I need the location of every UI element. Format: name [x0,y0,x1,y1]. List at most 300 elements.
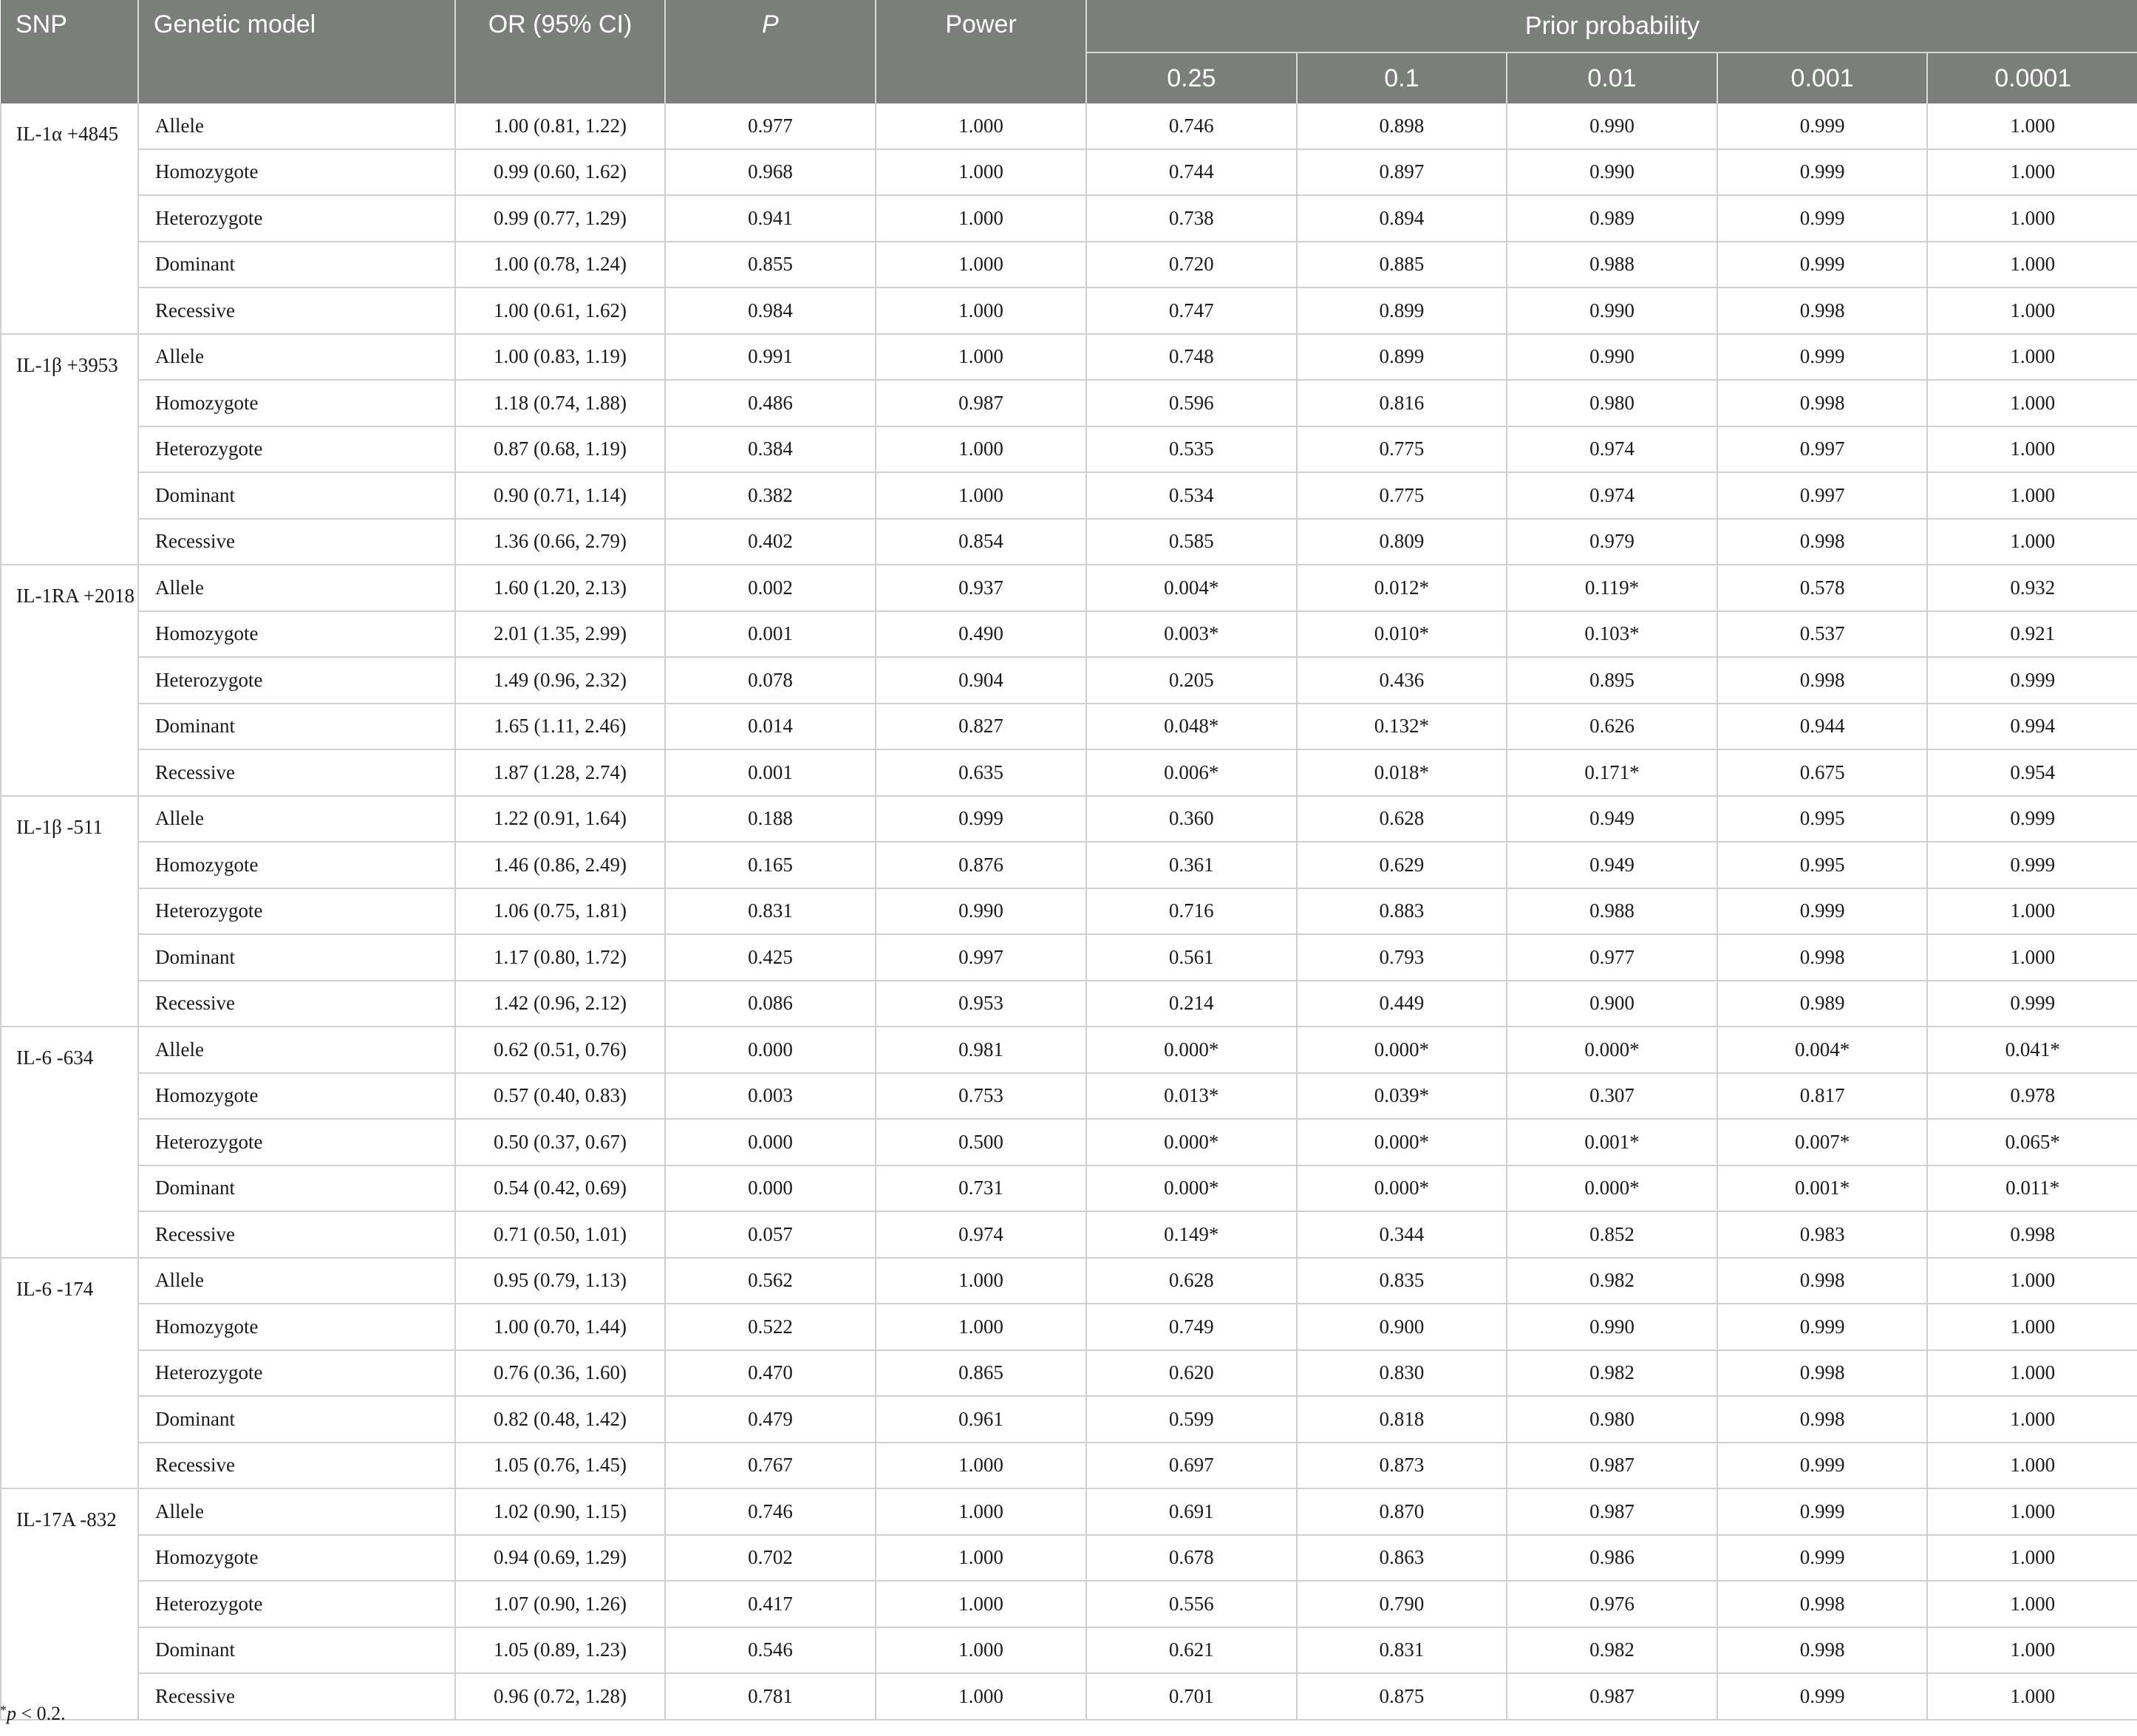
prior-probability-cell: 0.048* [1086,704,1297,750]
prior-probability-cell: 0.989 [1507,195,1717,242]
table-row [1,195,2137,242]
prior-probability-cell: 0.998 [1717,380,1928,426]
footnote [0,1703,66,1725]
prior-probability-cell: 1.000 [1927,1488,2137,1535]
prior-probability-cell: 0.998 [1717,519,1928,565]
power-cell: 0.753 [876,1073,1086,1120]
prior-probability-cell: 0.998 [1717,934,1928,981]
or-ci-cell: 0.71 (0.50, 1.01) [455,1211,665,1258]
prior-probability-cell: 0.998 [1717,1627,1928,1674]
prior-probability-cell: 0.007* [1717,1119,1928,1165]
p-value-cell: 0.384 [665,426,876,473]
prior-probability-cell: 0.875 [1297,1673,1507,1720]
prior-probability-cell: 0.001* [1717,1165,1928,1212]
header-genetic-model: Genetic model [138,0,455,103]
prior-probability-cell: 0.974 [1507,472,1717,519]
prior-probability-cell: 1.000 [1927,519,2137,565]
prior-probability-cell: 0.999 [1717,888,1928,935]
prior-probability-cell: 0.999 [1717,334,1928,381]
prior-probability-cell: 1.000 [1927,149,2137,196]
table-header [1,0,2137,103]
or-ci-cell: 0.82 (0.48, 1.42) [455,1396,665,1443]
or-ci-cell: 1.07 (0.90, 1.26) [455,1581,665,1627]
snp-cell: IL-1β -511 [1,796,138,1027]
genetic-model-cell: Homozygote [138,380,455,426]
prior-probability-cell: 0.954 [1927,749,2137,796]
prior-probability-cell: 0.944 [1717,704,1928,750]
prior-probability-cell: 0.793 [1297,934,1507,981]
table-row [1,287,2137,334]
prior-probability-cell: 0.775 [1297,426,1507,473]
prior-probability-cell: 0.899 [1297,334,1507,381]
prior-probability-cell: 0.979 [1507,519,1717,565]
prior-probability-cell: 0.989 [1717,981,1928,1027]
genetic-model-cell: Recessive [138,287,455,334]
header-prior-1: 0.1 [1297,52,1507,103]
prior-probability-cell: 0.863 [1297,1535,1507,1582]
power-cell: 0.500 [876,1119,1086,1165]
power-cell: 1.000 [876,195,1086,242]
genetic-model-cell: Recessive [138,981,455,1027]
prior-probability-cell: 0.621 [1086,1627,1297,1674]
prior-probability-cell: 0.999 [1717,1488,1928,1535]
power-cell: 1.000 [876,1258,1086,1304]
snp-cell: IL-1α +4845 [1,103,138,334]
prior-probability-cell: 0.039* [1297,1073,1507,1120]
prior-probability-cell: 0.012* [1297,565,1507,611]
p-value-cell: 0.417 [665,1581,876,1627]
header-p-value: P [665,0,876,103]
genetic-model-cell: Allele [138,334,455,381]
prior-probability-cell: 0.990 [1507,103,1717,149]
p-value-cell: 0.382 [665,472,876,519]
or-ci-cell: 1.17 (0.80, 1.72) [455,934,665,981]
power-cell: 0.827 [876,704,1086,750]
p-value-cell: 0.984 [665,287,876,334]
genetic-model-cell: Allele [138,1488,455,1535]
genetic-model-cell: Homozygote [138,1535,455,1582]
genetic-model-cell: Recessive [138,1673,455,1720]
prior-probability-cell: 0.999 [1717,1535,1928,1582]
prior-probability-cell: 1.000 [1927,195,2137,242]
prior-probability-cell: 0.982 [1507,1627,1717,1674]
table-row [1,1211,2137,1258]
prior-probability-cell: 0.990 [1507,287,1717,334]
genetic-model-cell: Dominant [138,704,455,750]
or-ci-cell: 0.96 (0.72, 1.28) [455,1673,665,1720]
power-cell: 0.490 [876,611,1086,658]
prior-probability-cell: 0.697 [1086,1443,1297,1489]
header-prior-0: 0.25 [1086,52,1297,103]
power-cell: 0.635 [876,749,1086,796]
p-value-cell: 0.522 [665,1304,876,1350]
power-cell: 1.000 [876,334,1086,381]
prior-probability-cell: 0.678 [1086,1535,1297,1582]
prior-probability-cell: 1.000 [1927,426,2137,473]
prior-probability-cell: 0.999 [1717,242,1928,288]
prior-probability-cell: 0.999 [1927,842,2137,888]
prior-probability-cell: 0.932 [1927,565,2137,611]
p-value-cell: 0.991 [665,334,876,381]
prior-probability-cell: 0.000* [1086,1119,1297,1165]
table-row [1,334,2137,381]
prior-probability-cell: 1.000 [1927,1258,2137,1304]
prior-probability-cell: 0.982 [1507,1258,1717,1304]
prior-probability-cell: 0.830 [1297,1350,1507,1397]
power-cell: 0.876 [876,842,1086,888]
table-row [1,1535,2137,1582]
table-row [1,1165,2137,1212]
prior-probability-cell: 0.974 [1507,426,1717,473]
prior-probability-cell: 0.738 [1086,195,1297,242]
prior-probability-cell: 0.988 [1507,242,1717,288]
prior-probability-cell: 1.000 [1927,287,2137,334]
prior-probability-cell: 0.998 [1927,1211,2137,1258]
or-ci-cell: 1.22 (0.91, 1.64) [455,796,665,843]
prior-probability-cell: 0.977 [1507,934,1717,981]
prior-probability-cell: 0.982 [1507,1350,1717,1397]
prior-probability-cell: 0.214 [1086,981,1297,1027]
table-row [1,380,2137,426]
prior-probability-cell: 0.990 [1507,334,1717,381]
prior-probability-cell: 0.998 [1717,1396,1928,1443]
or-ci-cell: 1.00 (0.61, 1.62) [455,287,665,334]
power-cell: 0.904 [876,657,1086,704]
genetic-model-cell: Heterozygote [138,888,455,935]
prior-probability-cell: 0.749 [1086,1304,1297,1350]
prior-probability-cell: 0.748 [1086,334,1297,381]
table-row [1,1673,2137,1720]
prior-probability-cell: 0.626 [1507,704,1717,750]
or-ci-cell: 0.50 (0.37, 0.67) [455,1119,665,1165]
prior-probability-cell: 0.436 [1297,657,1507,704]
prior-probability-cell: 0.983 [1717,1211,1928,1258]
or-ci-cell: 0.57 (0.40, 0.83) [455,1073,665,1120]
power-cell: 0.974 [876,1211,1086,1258]
or-ci-cell: 2.01 (1.35, 2.99) [455,611,665,658]
genetic-model-cell: Allele [138,796,455,843]
prior-probability-cell: 0.817 [1717,1073,1928,1120]
table-row [1,749,2137,796]
or-ci-cell: 0.76 (0.36, 1.60) [455,1350,665,1397]
snp-cell: IL-6 -634 [1,1027,138,1258]
prior-probability-cell: 0.000* [1297,1027,1507,1073]
prior-probability-cell: 0.921 [1927,611,2137,658]
genetic-model-cell: Homozygote [138,842,455,888]
header-power: Power [876,0,1086,103]
table-row [1,1258,2137,1304]
footnote-star: * [0,1703,7,1718]
genetic-model-cell: Dominant [138,1396,455,1443]
or-ci-cell: 1.46 (0.86, 2.49) [455,842,665,888]
power-cell: 0.937 [876,565,1086,611]
table-row [1,1350,2137,1397]
or-ci-cell: 0.87 (0.68, 1.19) [455,426,665,473]
prior-probability-cell: 0.599 [1086,1396,1297,1443]
prior-probability-cell: 0.999 [1717,103,1928,149]
prior-probability-cell: 0.997 [1717,472,1928,519]
prior-probability-cell: 0.883 [1297,888,1507,935]
genetic-model-cell: Heterozygote [138,1119,455,1165]
or-ci-cell: 1.02 (0.90, 1.15) [455,1488,665,1535]
prior-probability-cell: 0.894 [1297,195,1507,242]
table-row [1,472,2137,519]
prior-probability-cell: 0.585 [1086,519,1297,565]
p-value-cell: 0.000 [665,1027,876,1073]
table-row [1,565,2137,611]
genetic-model-cell: Allele [138,103,455,149]
table-row [1,1073,2137,1120]
p-value-cell: 0.402 [665,519,876,565]
prior-probability-cell: 0.998 [1717,1258,1928,1304]
prior-probability-cell: 0.535 [1086,426,1297,473]
prior-probability-cell: 0.004* [1086,565,1297,611]
genetic-model-cell: Recessive [138,519,455,565]
p-value-cell: 0.086 [665,981,876,1027]
or-ci-cell: 1.60 (1.20, 2.13) [455,565,665,611]
genetic-model-cell: Allele [138,565,455,611]
prior-probability-cell: 0.720 [1086,242,1297,288]
power-cell: 0.990 [876,888,1086,935]
prior-probability-cell: 0.995 [1717,842,1928,888]
prior-probability-cell: 1.000 [1927,1396,2137,1443]
or-ci-cell: 1.00 (0.70, 1.44) [455,1304,665,1350]
power-cell: 1.000 [876,1443,1086,1489]
power-cell: 1.000 [876,242,1086,288]
prior-probability-cell: 0.691 [1086,1488,1297,1535]
prior-probability-cell: 0.171* [1507,749,1717,796]
or-ci-cell: 1.49 (0.96, 2.32) [455,657,665,704]
snp-cell: IL-1RA +2018 [1,565,138,796]
prior-probability-cell: 0.119* [1507,565,1717,611]
header-or-ci: OR (95% CI) [455,0,665,103]
table-row [1,1443,2137,1489]
prior-probability-cell: 0.895 [1507,657,1717,704]
p-value-cell: 0.001 [665,611,876,658]
table-row [1,1627,2137,1674]
prior-probability-cell: 0.041* [1927,1027,2137,1073]
footnote-p-symbol: p [7,1703,16,1724]
genetic-model-cell: Recessive [138,1443,455,1489]
prior-probability-cell: 0.980 [1507,1396,1717,1443]
or-ci-cell: 0.99 (0.77, 1.29) [455,195,665,242]
p-value-cell: 0.855 [665,242,876,288]
prior-probability-cell: 0.001* [1507,1119,1717,1165]
p-value-cell: 0.188 [665,796,876,843]
genetic-model-cell: Allele [138,1258,455,1304]
table-row [1,796,2137,843]
or-ci-cell: 1.05 (0.76, 1.45) [455,1443,665,1489]
or-ci-cell: 1.00 (0.81, 1.22) [455,103,665,149]
prior-probability-cell: 1.000 [1927,242,2137,288]
prior-probability-cell: 1.000 [1927,934,2137,981]
prior-probability-cell: 1.000 [1927,472,2137,519]
power-cell: 1.000 [876,1627,1086,1674]
p-value-cell: 0.425 [665,934,876,981]
table-row [1,242,2137,288]
table-row [1,1581,2137,1627]
header-prior-3: 0.001 [1717,52,1928,103]
prior-probability-cell: 0.949 [1507,796,1717,843]
genetic-model-cell: Heterozygote [138,657,455,704]
prior-probability-cell: 0.897 [1297,149,1507,196]
prior-probability-cell: 0.998 [1717,657,1928,704]
p-value-cell: 0.057 [665,1211,876,1258]
prior-probability-cell: 1.000 [1927,1581,2137,1627]
or-ci-cell: 1.06 (0.75, 1.81) [455,888,665,935]
power-cell: 0.953 [876,981,1086,1027]
prior-probability-cell: 0.744 [1086,149,1297,196]
prior-probability-cell: 1.000 [1927,334,2137,381]
header-prior-4: 0.0001 [1927,52,2137,103]
prior-probability-cell: 0.987 [1507,1673,1717,1720]
p-value-cell: 0.470 [665,1350,876,1397]
prior-probability-cell: 1.000 [1927,1627,2137,1674]
prior-probability-cell: 0.990 [1507,149,1717,196]
prior-probability-cell: 1.000 [1927,380,2137,426]
prior-probability-cell: 0.999 [1717,1304,1928,1350]
table-row [1,1119,2137,1165]
prior-probability-cell: 0.361 [1086,842,1297,888]
or-ci-cell: 1.42 (0.96, 2.12) [455,981,665,1027]
prior-probability-cell: 0.747 [1086,287,1297,334]
p-value-cell: 0.000 [665,1165,876,1212]
prior-probability-cell: 0.000* [1086,1027,1297,1073]
power-cell: 0.865 [876,1350,1086,1397]
genetic-model-cell: Homozygote [138,611,455,658]
p-value-cell: 0.003 [665,1073,876,1120]
prior-probability-cell: 0.994 [1927,704,2137,750]
prior-probability-cell: 0.999 [1717,195,1928,242]
prior-probability-cell: 0.065* [1927,1119,2137,1165]
prior-probability-cell: 0.949 [1507,842,1717,888]
prior-probability-cell: 1.000 [1927,1673,2137,1720]
prior-probability-cell: 0.701 [1086,1673,1297,1720]
snp-cell: IL-1β +3953 [1,334,138,565]
or-ci-cell: 1.00 (0.83, 1.19) [455,334,665,381]
or-ci-cell: 1.87 (1.28, 2.74) [455,749,665,796]
power-cell: 1.000 [876,1673,1086,1720]
genetic-model-cell: Recessive [138,1211,455,1258]
prior-probability-cell: 1.000 [1927,103,2137,149]
power-cell: 1.000 [876,472,1086,519]
or-ci-cell: 0.94 (0.69, 1.29) [455,1535,665,1582]
genetic-model-cell: Dominant [138,934,455,981]
prior-probability-cell: 0.011* [1927,1165,2137,1212]
prior-probability-cell: 0.629 [1297,842,1507,888]
genetic-model-cell: Heterozygote [138,1350,455,1397]
prior-probability-cell: 0.873 [1297,1443,1507,1489]
p-value-cell: 0.165 [665,842,876,888]
prior-probability-cell: 0.000* [1297,1165,1507,1212]
prior-probability-cell: 0.004* [1717,1027,1928,1073]
prior-probability-cell: 0.000* [1507,1165,1717,1212]
power-cell: 0.999 [876,796,1086,843]
genetic-model-cell: Dominant [138,242,455,288]
prior-probability-cell: 0.449 [1297,981,1507,1027]
prior-probability-cell: 0.998 [1717,287,1928,334]
power-cell: 1.000 [876,1488,1086,1535]
p-value-cell: 0.486 [665,380,876,426]
snp-cell: IL-6 -174 [1,1258,138,1489]
snp-cell: IL-17A -832 [1,1488,138,1720]
header-snp: SNP [1,0,138,103]
prior-probability-cell: 0.987 [1507,1443,1717,1489]
power-cell: 0.731 [876,1165,1086,1212]
power-cell: 1.000 [876,1535,1086,1582]
prior-probability-cell: 0.578 [1717,565,1928,611]
prior-probability-cell: 0.716 [1086,888,1297,935]
table-row [1,1488,2137,1535]
or-ci-cell: 1.65 (1.11, 2.46) [455,704,665,750]
prior-probability-cell: 0.835 [1297,1258,1507,1304]
prior-probability-cell: 0.999 [1927,657,2137,704]
prior-probability-cell: 1.000 [1927,1535,2137,1582]
table-row [1,103,2137,149]
p-value-cell: 0.746 [665,1488,876,1535]
prior-probability-cell: 0.628 [1086,1258,1297,1304]
prior-probability-cell: 0.885 [1297,242,1507,288]
or-ci-cell: 0.95 (0.79, 1.13) [455,1258,665,1304]
genetic-model-cell: Heterozygote [138,1581,455,1627]
or-ci-cell: 1.18 (0.74, 1.88) [455,380,665,426]
footnote-text: < 0.2. [16,1703,66,1724]
table-row [1,1396,2137,1443]
prior-probability-cell: 0.990 [1507,1304,1717,1350]
table-row [1,426,2137,473]
prior-probability-cell: 0.980 [1507,380,1717,426]
prior-probability-cell: 0.995 [1717,796,1928,843]
header-prior-probability: Prior probability [1086,0,2137,52]
prior-probability-cell: 0.988 [1507,888,1717,935]
prior-probability-cell: 0.898 [1297,103,1507,149]
prior-probability-cell: 0.790 [1297,1581,1507,1627]
prior-probability-cell: 0.899 [1297,287,1507,334]
table-row [1,842,2137,888]
prior-probability-cell: 0.976 [1507,1581,1717,1627]
table-row [1,611,2137,658]
header-prior-2: 0.01 [1507,52,1717,103]
or-ci-cell: 1.36 (0.66, 2.79) [455,519,665,565]
prior-probability-cell: 0.818 [1297,1396,1507,1443]
genetic-model-cell: Dominant [138,1165,455,1212]
table-row [1,934,2137,981]
prior-probability-cell: 0.999 [1717,1673,1928,1720]
prior-probability-cell: 1.000 [1927,1304,2137,1350]
prior-probability-cell: 0.534 [1086,472,1297,519]
prior-probability-cell: 0.000* [1297,1119,1507,1165]
table-row [1,149,2137,196]
prior-probability-cell: 0.999 [1927,796,2137,843]
table-row [1,657,2137,704]
p-value-cell: 0.001 [665,749,876,796]
power-cell: 1.000 [876,287,1086,334]
prior-probability-cell: 0.620 [1086,1350,1297,1397]
p-value-cell: 0.546 [665,1627,876,1674]
prior-probability-cell: 0.998 [1717,1581,1928,1627]
prior-probability-cell: 0.360 [1086,796,1297,843]
p-value-cell: 0.702 [665,1535,876,1582]
prior-probability-cell: 0.000* [1086,1165,1297,1212]
p-value-cell: 0.479 [665,1396,876,1443]
power-cell: 0.981 [876,1027,1086,1073]
power-cell: 0.987 [876,380,1086,426]
prior-probability-cell: 0.900 [1297,1304,1507,1350]
prior-probability-cell: 0.900 [1507,981,1717,1027]
prior-probability-cell: 0.986 [1507,1535,1717,1582]
prior-probability-cell: 0.852 [1507,1211,1717,1258]
prior-probability-cell: 0.103* [1507,611,1717,658]
